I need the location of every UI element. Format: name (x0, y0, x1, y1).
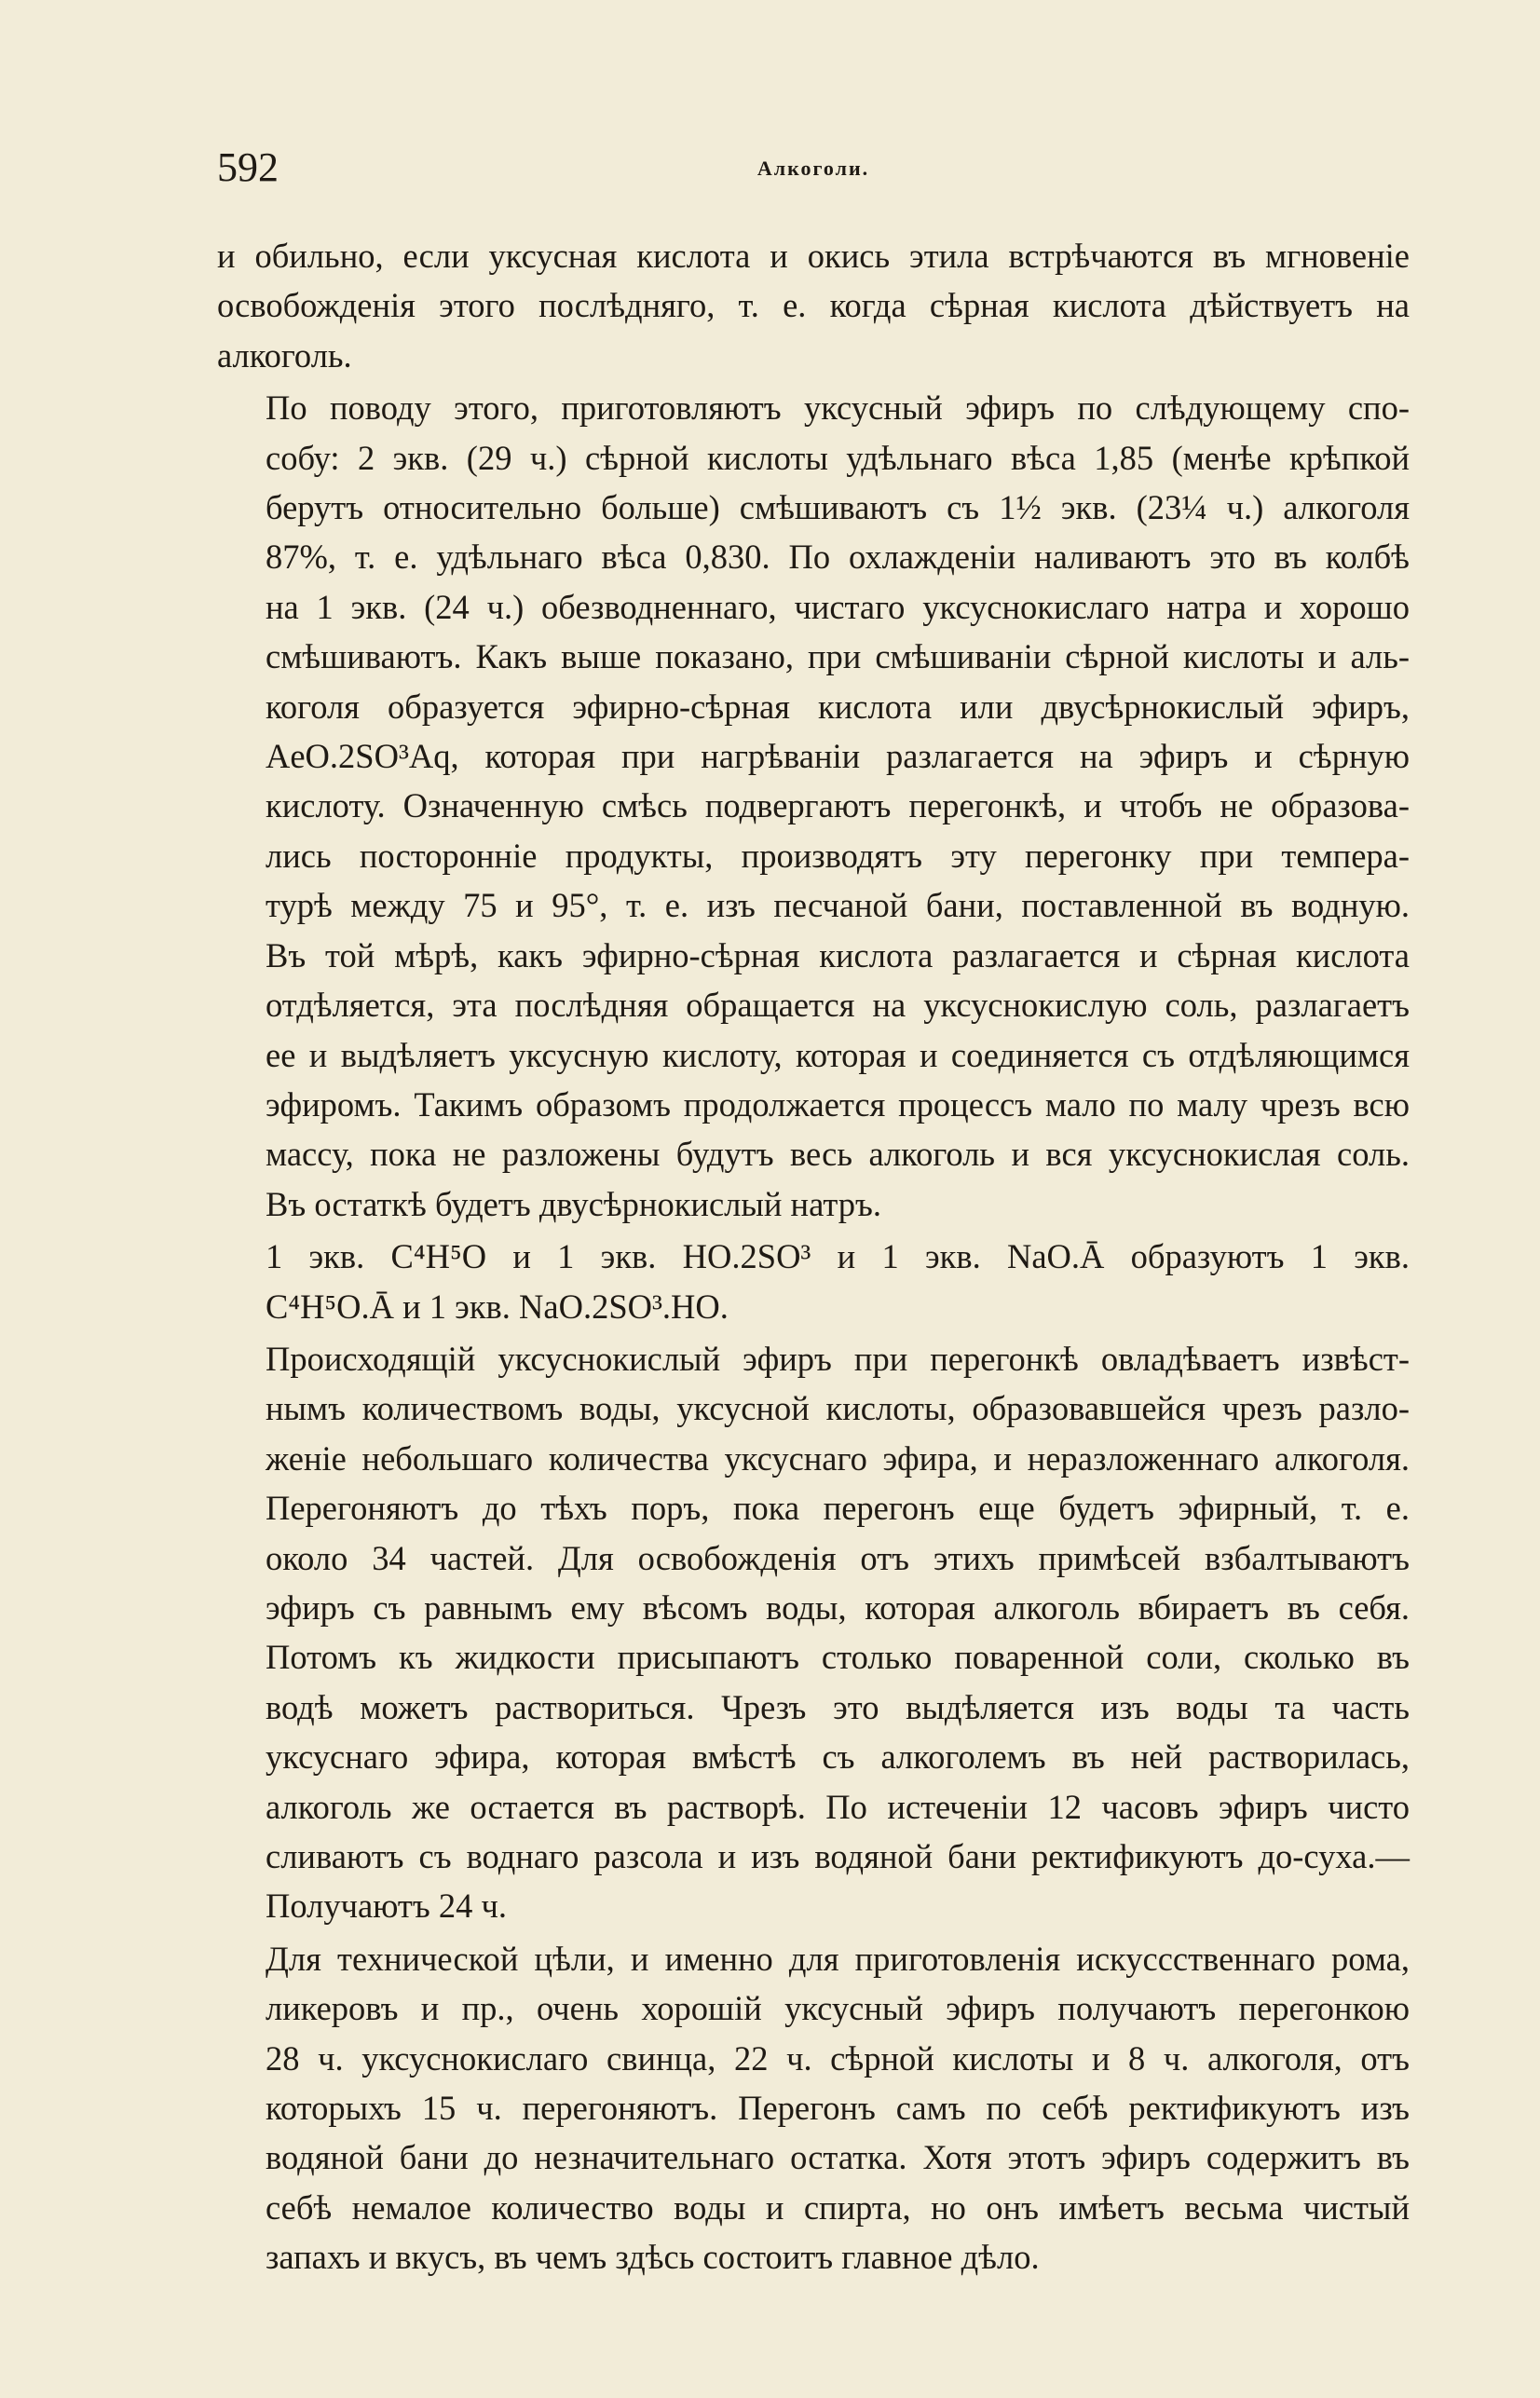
page-number: 592 (217, 144, 279, 190)
text-line: сливаютъ съ воднаго разсола и изъ водяной бани ректификуютъ до-суха.— (266, 1837, 1410, 1875)
text-line: нымъ количествомъ воды, уксусной кислоты, образовавшейся чрезъ разло- (266, 1389, 1410, 1428)
paragraph (217, 231, 1410, 380)
text-line: ее и выдѣляетъ уксусную кислоту, которая и соединяется съ отдѣляющимся (266, 1035, 1410, 1074)
formula-paragraph (217, 1232, 1410, 1331)
text-line: Потомъ къ жидкости присыпаютъ столько поваренной соли, сколько въ (266, 1638, 1410, 1677)
text-line: Въ той мѣрѣ, какъ эфирно-сѣрная кислота разлагается и сѣрная кислота (266, 935, 1410, 974)
text-line: алкоголь же остается въ растворѣ. По истеченіи 12 часовъ эфиръ чисто (266, 1787, 1410, 1826)
text-line: лись посторонніе продукты, производятъ эту перегонку при темпера- (266, 836, 1410, 875)
text-line: ликеровъ и пр., очень хорошій уксусный эфиръ получаютъ перегонкою (266, 1989, 1410, 2028)
text-line: эфиромъ. Такимъ образомъ продолжается процессъ мало по малу чрезъ всю (266, 1084, 1410, 1124)
text-line: женіе небольшаго количества уксуснаго эфира, и неразложеннаго алкоголя. (266, 1438, 1410, 1478)
text-line: Въ остаткѣ будетъ двусѣрнокислый натръ. (266, 1184, 881, 1223)
text-line: Перегоняютъ до тѣхъ поръ, пока перегонъ еще будетъ эфирный, т. е. (266, 1489, 1410, 1528)
text-line: Получаютъ 24 ч. (266, 1887, 507, 1926)
paragraph (217, 383, 1410, 1229)
text-line: кислоту. Означенную смѣсь подвергаютъ перегонкѣ, и чтобъ не образова- (266, 786, 1410, 825)
text-line: Происходящій уксуснокислый эфиръ при перегонкѣ овладѣваетъ извѣст- (266, 1339, 1410, 1378)
page-header (217, 140, 1410, 196)
text-line: освобожденія этого послѣдняго, т. е. когда сѣрная кислота дѣйствуетъ на (217, 286, 1410, 325)
running-head: Алкоголи. (756, 157, 870, 180)
text-line: По поводу этого, приготовляютъ уксусный эфиръ по слѣдующему спо- (266, 388, 1410, 428)
text-line: себѣ немалое количество воды и спирта, но онъ имѣетъ весьма чистый (266, 2187, 1410, 2227)
text-line: и обильно, если уксусная кислота и окись этила встрѣчаются въ мгновеніе (217, 237, 1410, 275)
text-line: смѣшиваютъ. Какъ выше показано, при смѣшиваніи сѣрной кислоты и аль- (266, 637, 1410, 676)
text-line: 87%, т. е. удѣльнаго вѣса 0,830. По охлажденіи наливаютъ это въ колбѣ (266, 538, 1410, 577)
text-line: которыхъ 15 ч. перегоняютъ. Перегонъ самъ по себѣ ректификуютъ изъ (266, 2089, 1410, 2128)
text-line: уксуснаго эфира, которая вмѣстѣ съ алкоголемъ въ ней растворилась, (266, 1737, 1410, 1777)
text-line: отдѣляется, эта послѣдняя обращается на уксуснокислую соль, разлагаетъ (266, 986, 1410, 1025)
text-line: алкоголь. (217, 335, 352, 375)
formula-line: 1 экв. C⁴H⁵O и 1 экв. HO.2SO³ и 1 экв. NaO.Ā образуютъ 1 экв. (266, 1237, 1410, 1276)
text-line: собу: 2 экв. (29 ч.) сѣрной кислоты удѣльнаго вѣса 1,85 (менѣе крѣпкой (266, 438, 1410, 477)
text-line: эфиръ съ равнымъ ему вѣсомъ воды, которая алкоголь вбираетъ въ себя. (266, 1587, 1410, 1627)
text-line: турѣ между 75 и 95°, т. е. изъ песчаной бани, поставленной въ водную. (266, 886, 1410, 925)
text-line: около 34 частей. Для освобожденія отъ этихъ примѣсей взбалтываютъ (266, 1538, 1410, 1577)
text-line: массу, пока не разложены будутъ весь алкоголь и вся уксуснокислая соль. (266, 1135, 1410, 1174)
text-line: запахъ и вкусъ, въ чемъ здѣсь состоитъ главное дѣло. (266, 2238, 1040, 2277)
paragraph (217, 1934, 1410, 2282)
text-line: коголя образуется эфирно-сѣрная кислота или двусѣрнокислый эфиръ, (266, 687, 1410, 726)
text-line: на 1 экв. (24 ч.) обезводненнаго, чистаго уксуснокислаго натра и хорошо (266, 587, 1410, 626)
body-text (217, 231, 1410, 2282)
text-line: AeO.2SO³Aq, которая при нагрѣваніи разлагается на эфиръ и сѣрную (266, 737, 1410, 776)
text-line: берутъ относительно больше) смѣшиваютъ съ 1½ экв. (23¼ ч.) алкоголя (266, 488, 1410, 527)
text-line: водяной бани до незначительнаго остатка. Хотя этотъ эфиръ содержитъ въ (266, 2138, 1410, 2177)
text-line: 28 ч. уксуснокислаго свинца, 22 ч. сѣрной кислоты и 8 ч. алкоголя, отъ (266, 2038, 1410, 2078)
formula-line: C⁴H⁵O.Ā и 1 экв. NaO.2SO³.HO. (266, 1287, 729, 1326)
text-line: водѣ можетъ раствориться. Чрезъ это выдѣляется изъ воды та часть (266, 1687, 1410, 1726)
text-line: Для технической цѣли, и именно для приготовленія искуссственнаго рома, (266, 1939, 1410, 1978)
paragraph (217, 1334, 1410, 1931)
